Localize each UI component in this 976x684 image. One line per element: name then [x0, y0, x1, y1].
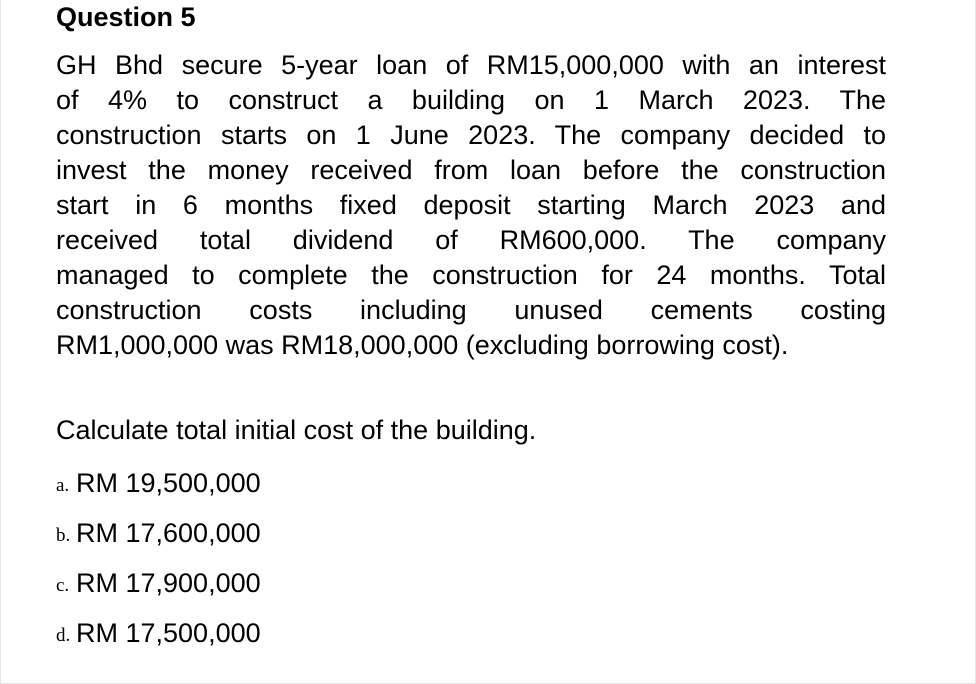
answer-options — [56, 458, 261, 658]
question-line: managed to complete the construction for 24 months. Total — [56, 260, 886, 290]
question-line: construction starts on 1 June 2023. The company decided to — [56, 120, 886, 150]
answer-option-d[interactable] — [56, 608, 261, 658]
option-text: RM 17,900,000 — [76, 568, 261, 598]
question-line: GH Bhd secure 5-year loan of RM15,000,000 with an interest — [56, 50, 886, 80]
question-body — [56, 48, 886, 363]
answer-option-c[interactable] — [56, 558, 261, 608]
option-letter: d. — [56, 624, 71, 646]
option-letter: b. — [56, 524, 71, 546]
option-text: RM 19,500,000 — [76, 468, 261, 498]
question-line: invest the money received from loan before the construction — [56, 155, 886, 185]
option-text: RM 17,500,000 — [76, 618, 261, 648]
question-line: RM1,000,000 was RM18,000,000 (excluding borrowing cost). — [56, 330, 789, 360]
question-title: Question 5 — [56, 2, 196, 32]
option-letter: a. — [56, 474, 70, 496]
option-text: RM 17,600,000 — [76, 518, 261, 548]
question-line: construction costs including unused cements costing — [56, 295, 886, 325]
question-line: start in 6 months fixed deposit starting March 2023 and — [56, 190, 886, 220]
question-line: of 4% to construct a building on 1 March 2023. The — [56, 85, 886, 115]
question-prompt: Calculate total initial cost of the building. — [56, 415, 537, 445]
option-letter: c. — [56, 574, 70, 596]
answer-option-b[interactable] — [56, 508, 261, 558]
answer-option-a[interactable] — [56, 458, 261, 508]
question-line: received total dividend of RM600,000. The company — [56, 225, 886, 255]
